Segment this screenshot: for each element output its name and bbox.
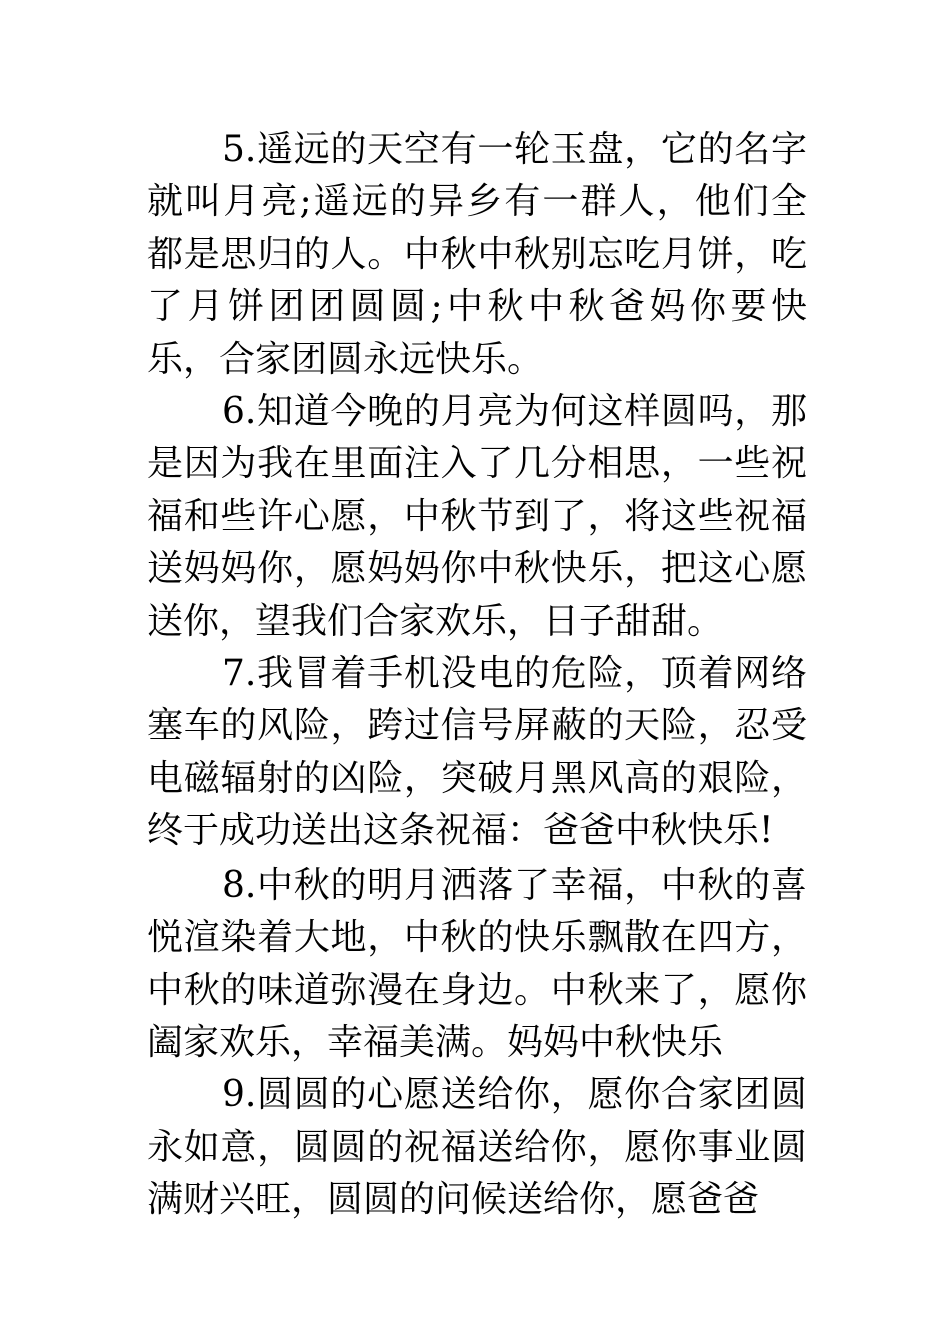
document-body xyxy=(147,124,807,1227)
paragraph-8: 8.中秋的明月洒落了幸福，中秋的喜悦渲染着大地，中秋的快乐飘散在四方，中秋的味道弥漫在身边。中秋来了，愿你阖家欢乐，幸福美满。妈妈中秋快乐 xyxy=(147,864,807,1063)
paragraph-6: 6.知道今晚的月亮为何这样圆吗，那是因为我在里面注入了几分相思，一些祝福和些许心愿，中秋节到了，将这些祝福送妈妈你，愿妈妈你中秋快乐，把这心愿送你，望我们合家欢乐，日子甜甜。 xyxy=(147,391,807,642)
paragraph-7: 7.我冒着手机没电的危险，顶着网络塞车的风险，跨过信号屏蔽的天险，忍受电磁辐射的凶险，突破月黑风高的艰险，终于成功送出这条祝福：爸爸中秋快乐! xyxy=(147,653,807,852)
paragraph-5: 5.遥远的天空有一轮玉盘，它的名字就叫月亮;遥远的异乡有一群人，他们全都是思归的人。中秋中秋别忘吃月饼，吃了月饼团团圆圆;中秋中秋爸妈你要快乐，合家团圆永远快乐。 xyxy=(147,129,807,380)
paragraph-9: 9.圆圆的心愿送给你，愿你合家团圆永如意，圆圆的祝福送给你，愿你事业圆满财兴旺，圆圆的问候送给你，愿爸爸 xyxy=(147,1074,807,1221)
